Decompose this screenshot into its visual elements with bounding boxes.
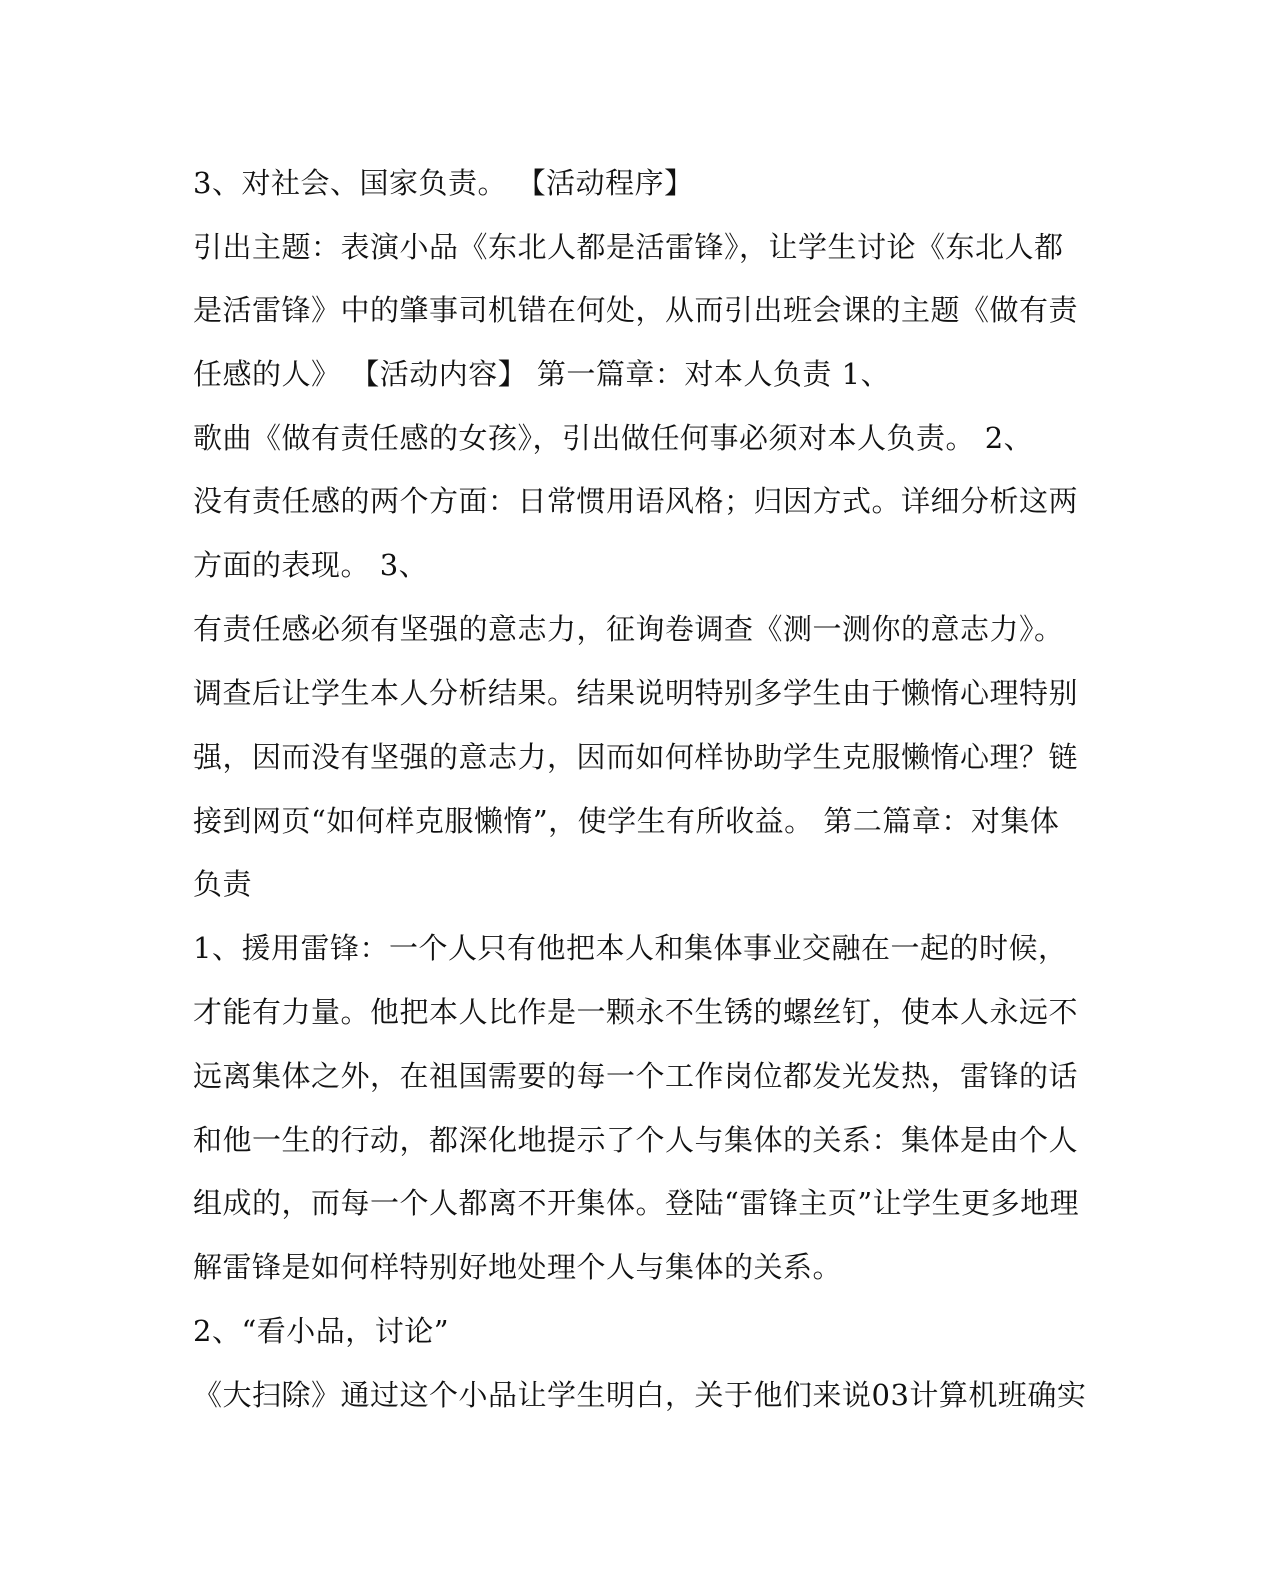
text-line: 引出主题：表演小品《东北人都是活雷锋》，让学生讨论《东北人都 <box>193 230 1064 264</box>
text-line: 负责 <box>193 867 253 901</box>
text-line: 没有责任感的两个方面：日常惯用语风格；归因方式。详细分析这两 <box>193 484 1079 518</box>
text-line: 任感的人》 【活动内容】 第一篇章：对本人负责 1、 <box>193 357 891 391</box>
text-line: 接到网页“如何样克服懒惰”，使学生有所收益。 第二篇章：对集体 <box>193 804 1060 838</box>
text-line: 强，因而没有坚强的意志力，因而如何样协助学生克服懒惰心理？链 <box>193 740 1079 774</box>
text-line: 才能有力量。他把本人比作是一颗永不生锈的螺丝钉，使本人永远不 <box>193 995 1079 1029</box>
text-line: 《大扫除》通过这个小品让学生明白，关于他们来说03计算机班确实 <box>193 1378 1087 1412</box>
text-line: 调查后让学生本人分析结果。结果说明特别多学生由于懒惰心理特别 <box>193 676 1079 710</box>
text-line: 2、“看小品，讨论” <box>193 1314 450 1348</box>
text-line: 有责任感必须有坚强的意志力，征询卷调查《测一测你的意志力》。 <box>193 612 1064 646</box>
text-line: 歌曲《做有责任感的女孩》，引出做任何事必须对本人负责。 2、 <box>193 421 1034 455</box>
text-line: 1、援用雷锋：一个人只有他把本人和集体事业交融在一起的时候， <box>193 931 1068 965</box>
text-line: 是活雷锋》中的肇事司机错在何处，从而引出班会课的主题《做有责 <box>193 293 1079 327</box>
text-line: 解雷锋是如何样特别好地处理个人与集体的关系。 <box>193 1250 843 1284</box>
text-line: 和他一生的行动，都深化地提示了个人与集体的关系：集体是由个人 <box>193 1123 1079 1157</box>
text-line: 远离集体之外，在祖国需要的每一个工作岗位都发光发热，雷锋的话 <box>193 1059 1079 1093</box>
text-line: 方面的表现。 3、 <box>193 548 429 582</box>
text-line: 3、对社会、国家负责。 【活动程序】 <box>193 166 694 200</box>
text-line: 组成的，而每一个人都离不开集体。登陆“雷锋主页”让学生更多地理 <box>193 1186 1080 1220</box>
